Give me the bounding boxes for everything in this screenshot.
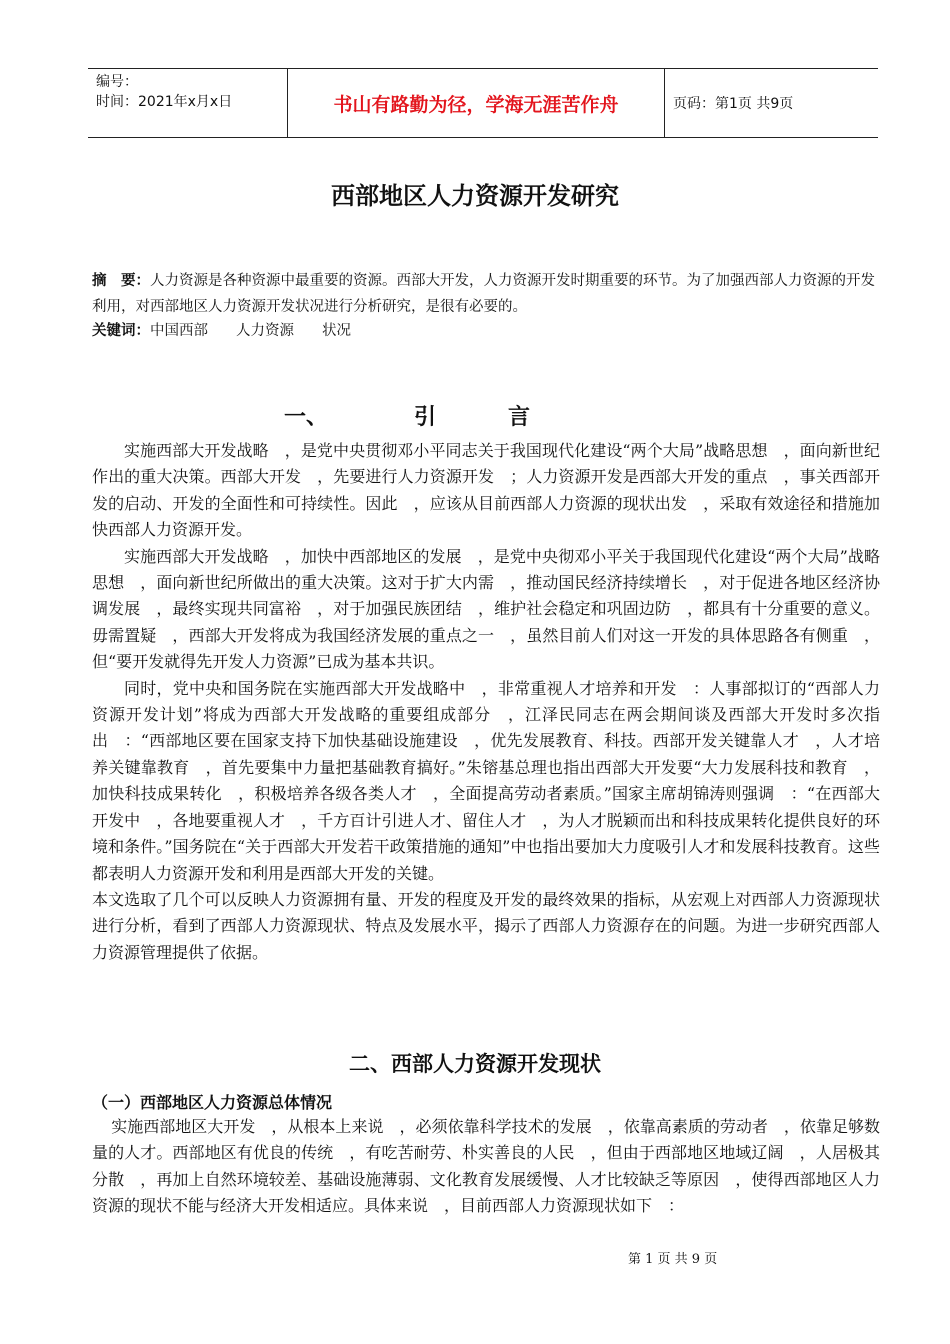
keywords bbox=[92, 318, 880, 344]
paragraph: 实施西部地区大开发 ，从根本上来说 ，必须依靠科学技术的发展 ，依靠高素质的劳动者 ，依靠足够数量的人才。西部地区有优良的传统 ，有吃苦耐劳、朴实善良的人民 ，但由于西部地区地域辽阔 ，人居极其分散 ，再加上自然环境较差、基础设施薄弱、文化教育发展缓慢、人才比较缺乏等原因 ，使得西部地区人力资源的现状不能与经济大开发相适应。具体来说 ，目前西部人力资源现状如下 ： bbox=[92, 1117, 880, 1216]
keyword: 人力资源 bbox=[236, 323, 294, 339]
section-1-body bbox=[92, 438, 880, 966]
page-header bbox=[88, 68, 878, 138]
abstract bbox=[92, 268, 880, 320]
page-footer: 第 1 页 共 9 页 bbox=[628, 1252, 718, 1267]
section-1-heading bbox=[284, 400, 530, 431]
paragraph: 本文选取了几个可以反映人力资源拥有量、开发的程度及开发的最终效果的指标，从宏观上对西部人力资源现状进行分析，看到了西部人力资源现状、特点及发展水平，揭示了西部人力资源存在的问题。为进一步研究西部人力资源管理提供了依据。 bbox=[92, 889, 880, 962]
paragraph: 同时，党中央和国务院在实施西部大开发战略中 ，非常重视人才培养和开发 ：人事部拟订的“西部人力资源开发计划”将成为西部大开发战略的重要组成部分 ，江泽民同志在两会期间谈及西部大开发时多次指出 ：“西部地区要在国家支持下加快基础设施建设 ，优先发展教育、科技。西部开发关键靠人才 ，人才培养关键靠教育 ，首先要集中力量把基础教育搞好。”朱镕基总理也指出西部大开发要“大力发展科技和教育 ，加快科技成果转化 ，积极培养各级各类人才 ，全面提高劳动者素质。”国家主席胡锦涛则强调 ：“在西部大开发中 ，各地要重视人才 ，千方百计引进人才、留住人才 ，为人才脱颖而出和科技成果转化提供良好的环境和条件。”国务院在“关于西部大开发若干政策措施的通知”中也指出要加大力度吸引人才和发展科技教育。这些都表明人力资源开发和利用是西部大开发的关键。 bbox=[92, 678, 880, 883]
paragraph: 实施西部大开发战略 ，加快中西部地区的发展 ，是党中央彻邓小平关于我国现代化建设“两个大局”战略思想 ，面向新世纪所做出的重大决策。这对于扩大内需 ，推动国民经济持续增长 ，对于促进各地区经济协调发展 ，最终实现共同富裕 ，对于加强民族团结 ，维护社会稳定和巩固边防 ，都具有十分重要的意义。毋需置疑 ，西部大开发将成为我国经济发展的重点之一 ，虽然目前人们对这一开发的具体思路各有侧重 ，但“要开发就得先开发人力资源”已成为基本共识。 bbox=[92, 546, 880, 672]
section-2-heading: 二、西部人力资源开发现状 bbox=[349, 1052, 601, 1076]
header-meta bbox=[88, 69, 288, 137]
document-title: 西部地区人力资源开发研究 bbox=[331, 182, 619, 210]
subsection-heading: （一）西部地区人力资源总体情况 bbox=[92, 1093, 333, 1112]
keywords-label: 关键词： bbox=[92, 323, 150, 339]
section-2-body bbox=[92, 1114, 880, 1220]
keyword: 中国西部 bbox=[150, 323, 208, 339]
paragraph: 实施西部大开发战略 ，是党中央贯彻邓小平同志关于我国现代化建设“两个大局”战略思想 ，面向新世纪作出的重大决策。西部大开发 ，先要进行人力资源开发 ；人力资源开发是西部大开发的重点 ，事关西部开发的启动、开发的全面性和可持续性。因此 ，应该从目前西部人力资源的现状出发 ，采取有效途径和措施加快西部人力资源开发。 bbox=[92, 441, 880, 540]
serial-label: 编号： bbox=[96, 74, 138, 90]
section-1-title-char: 言 bbox=[508, 405, 531, 430]
header-page-info: 页码：第1页 共9页 bbox=[673, 96, 794, 112]
time-label: 时间：2021年x月x日 bbox=[96, 94, 233, 110]
keyword: 状况 bbox=[322, 323, 351, 339]
section-1-title-char: 引 bbox=[414, 405, 437, 430]
abstract-label: 摘 要： bbox=[92, 273, 150, 289]
section-1-number: 一、 bbox=[284, 405, 329, 430]
abstract-text: 人力资源是各种资源中最重要的资源。西部大开发，人力资源开发时期重要的环节。为了加强西部人力资源的开发利用，对西部地区人力资源开发状况进行分析研究，是很有必要的。 bbox=[92, 273, 875, 315]
header-motto: 书山有路勤为径，学海无涯苦作舟 bbox=[288, 69, 665, 137]
